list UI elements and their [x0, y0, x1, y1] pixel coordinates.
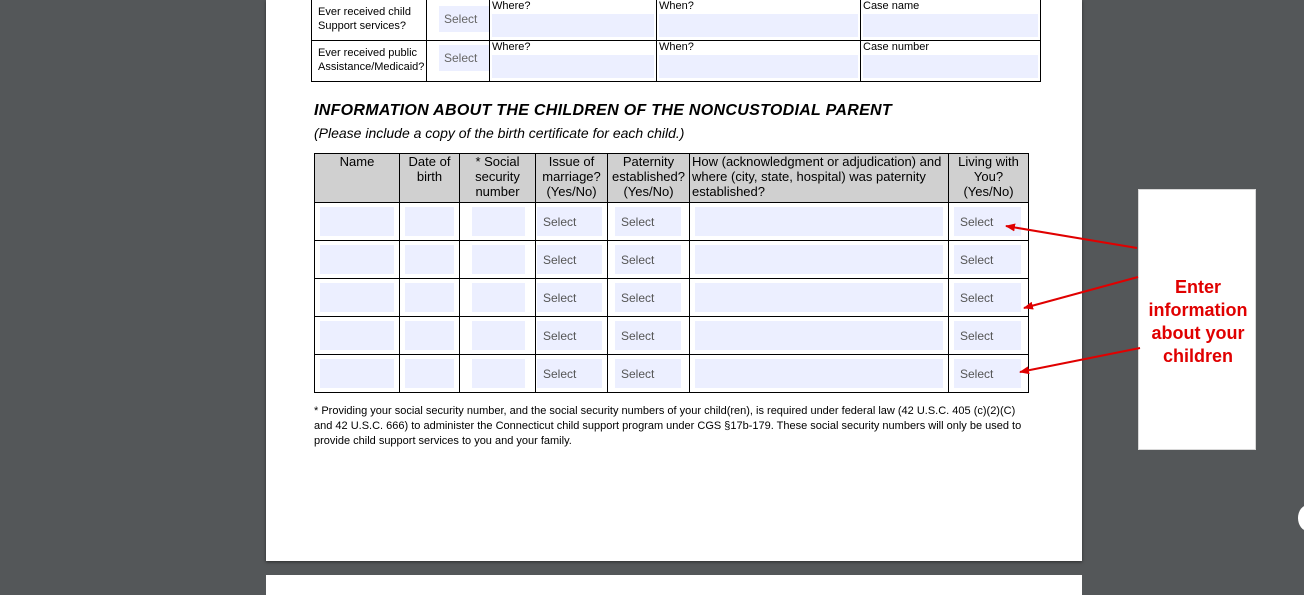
- marriage-select[interactable]: Select: [537, 207, 602, 236]
- child-name-input[interactable]: [320, 283, 394, 312]
- paternity-how-input[interactable]: [695, 321, 943, 350]
- paternity-cell: [608, 279, 690, 317]
- table-row: [312, 41, 1041, 82]
- when-input[interactable]: [659, 55, 858, 78]
- child-name-cell: [315, 241, 400, 279]
- child-ssn-cell: [460, 203, 536, 241]
- child-support-question: Ever received child Support services?: [312, 0, 427, 41]
- paternity-how-input[interactable]: [695, 359, 943, 388]
- marriage-cell: [536, 241, 608, 279]
- case-name-label: Case name: [863, 0, 920, 12]
- public-assistance-question: Ever received public Assistance/Medicaid?: [312, 41, 427, 82]
- scroll-indicator: [1298, 505, 1304, 531]
- child-name-cell: [315, 355, 400, 393]
- child-ssn-cell: [460, 279, 536, 317]
- child-ssn-input[interactable]: [472, 207, 525, 236]
- living-with-cell: [949, 279, 1029, 317]
- living-with-select[interactable]: Select: [954, 207, 1021, 236]
- table-row: [315, 241, 1029, 279]
- child-name-input[interactable]: [320, 321, 394, 350]
- annotation-callout: [1138, 189, 1256, 450]
- table-row: [312, 0, 1041, 41]
- child-name-input[interactable]: [320, 359, 394, 388]
- marriage-cell: [536, 317, 608, 355]
- paternity-how-cell: [690, 355, 949, 393]
- child-ssn-cell: [460, 241, 536, 279]
- case-number-label: Case number: [863, 41, 930, 53]
- header-dob: Date of birth: [400, 154, 460, 203]
- paternity-cell: [608, 241, 690, 279]
- marriage-select[interactable]: Select: [537, 245, 602, 274]
- header-name: Name: [315, 154, 400, 203]
- living-with-cell: [949, 203, 1029, 241]
- living-with-select[interactable]: Select: [954, 245, 1021, 274]
- header-living: Living with You? (Yes/No): [949, 154, 1029, 203]
- paternity-how-input[interactable]: [695, 245, 943, 274]
- child-dob-cell: [400, 241, 460, 279]
- child-dob-cell: [400, 279, 460, 317]
- case-number-input[interactable]: [863, 55, 1038, 78]
- paternity-cell: [608, 317, 690, 355]
- living-with-cell: [949, 355, 1029, 393]
- section-subtitle: (Please include a copy of the birth certificate for each child.): [314, 125, 685, 141]
- marriage-select[interactable]: Select: [537, 283, 602, 312]
- where-input[interactable]: [492, 55, 654, 78]
- next-page: [266, 575, 1082, 595]
- case-name-input[interactable]: [863, 14, 1038, 37]
- children-table: [314, 153, 1029, 393]
- when-cell: [657, 41, 861, 82]
- living-with-cell: [949, 317, 1029, 355]
- paternity-how-cell: [690, 241, 949, 279]
- paternity-cell: [608, 355, 690, 393]
- child-dob-input[interactable]: [405, 245, 454, 274]
- where-label: Where?: [492, 0, 531, 12]
- marriage-cell: [536, 203, 608, 241]
- child-support-select[interactable]: Select: [439, 6, 489, 32]
- child-support-cell: [427, 0, 490, 41]
- table-row: [315, 355, 1029, 393]
- header-row: [315, 154, 1029, 203]
- child-dob-input[interactable]: [405, 359, 454, 388]
- child-dob-cell: [400, 355, 460, 393]
- living-with-select[interactable]: Select: [954, 283, 1021, 312]
- section-title: INFORMATION ABOUT THE CHILDREN OF THE NONCUSTODIAL PARENT: [314, 102, 892, 119]
- table-row: [315, 317, 1029, 355]
- public-assistance-cell: [427, 41, 490, 82]
- paternity-select[interactable]: Select: [615, 207, 681, 236]
- public-assistance-select[interactable]: Select: [439, 45, 489, 71]
- case-name-cell: [861, 0, 1041, 41]
- table-row: [315, 279, 1029, 317]
- callout-text: Enter information about your children: [1148, 277, 1248, 366]
- paternity-how-cell: [690, 279, 949, 317]
- child-name-input[interactable]: [320, 245, 394, 274]
- marriage-cell: [536, 279, 608, 317]
- child-name-cell: [315, 203, 400, 241]
- paternity-how-cell: [690, 203, 949, 241]
- child-ssn-input[interactable]: [472, 283, 525, 312]
- marriage-cell: [536, 355, 608, 393]
- child-name-cell: [315, 279, 400, 317]
- child-name-cell: [315, 317, 400, 355]
- table-row: [315, 203, 1029, 241]
- living-with-select[interactable]: Select: [954, 321, 1021, 350]
- when-label: When?: [659, 0, 694, 12]
- header-how: How (acknowledgment or adjudication) and where (city, state, hospital) was paternity established?: [690, 154, 949, 203]
- child-dob-input[interactable]: [405, 207, 454, 236]
- where-cell: [490, 41, 657, 82]
- living-with-cell: [949, 241, 1029, 279]
- marriage-select[interactable]: Select: [537, 359, 602, 388]
- case-number-cell: [861, 41, 1041, 82]
- ssn-footnote: * Providing your social security number, and the social security numbers of your child(ren), is required under federal law (42 U.S.C. 405 (c)(2)(C) and 42 U.S.C. 666) to administer the Connecticut child support program under CGS §17b-179. These social security numbers will only be used to provide child support services to you and your family.: [314, 405, 1022, 447]
- when-input[interactable]: [659, 14, 858, 37]
- where-label: Where?: [492, 41, 531, 53]
- paternity-select[interactable]: Select: [615, 359, 681, 388]
- header-paternity: Paternity established? (Yes/No): [608, 154, 690, 203]
- child-dob-input[interactable]: [405, 321, 454, 350]
- child-dob-cell: [400, 203, 460, 241]
- when-cell: [657, 0, 861, 41]
- prior-services-table: [311, 0, 1041, 82]
- paternity-how-cell: [690, 317, 949, 355]
- paternity-how-input[interactable]: [695, 207, 943, 236]
- header-ssn: * Social security number: [460, 154, 536, 203]
- paternity-cell: [608, 203, 690, 241]
- child-ssn-input[interactable]: [472, 359, 525, 388]
- when-label: When?: [659, 41, 694, 53]
- paternity-select[interactable]: Select: [615, 245, 681, 274]
- header-marriage: Issue of marriage? (Yes/No): [536, 154, 608, 203]
- paternity-select[interactable]: Select: [615, 283, 681, 312]
- paternity-how-input[interactable]: [695, 283, 943, 312]
- where-cell: [490, 0, 657, 41]
- paternity-select[interactable]: Select: [615, 321, 681, 350]
- child-ssn-cell: [460, 317, 536, 355]
- child-dob-cell: [400, 317, 460, 355]
- child-ssn-input[interactable]: [472, 245, 525, 274]
- child-dob-input[interactable]: [405, 283, 454, 312]
- where-input[interactable]: [492, 14, 654, 37]
- marriage-select[interactable]: Select: [537, 321, 602, 350]
- living-with-select[interactable]: Select: [954, 359, 1021, 388]
- child-name-input[interactable]: [320, 207, 394, 236]
- document-page: [266, 0, 1082, 561]
- child-ssn-cell: [460, 355, 536, 393]
- child-ssn-input[interactable]: [472, 321, 525, 350]
